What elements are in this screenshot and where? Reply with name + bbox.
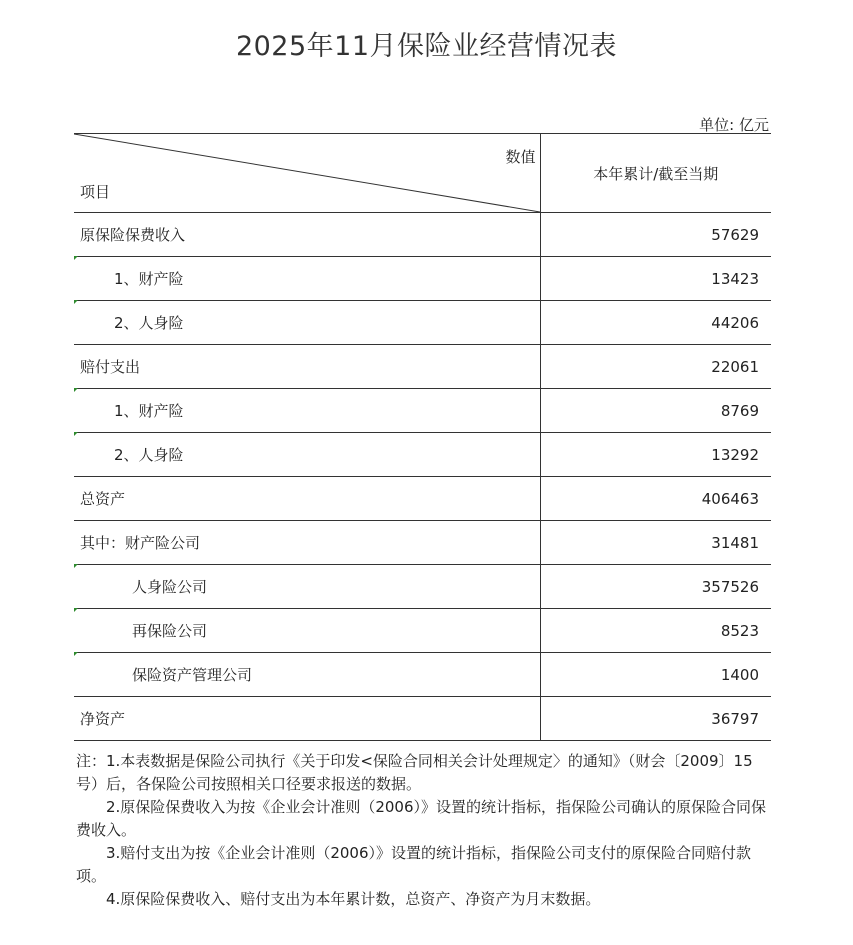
row-value: 31481: [540, 521, 771, 565]
row-label: 人身险公司: [132, 578, 208, 596]
row-value: 57629: [540, 213, 771, 257]
row-label: 2、人身险: [114, 446, 184, 464]
row-label-cell: [74, 653, 540, 697]
cell-marker: [74, 652, 78, 656]
page-title: 2025年11月保险业经营情况表: [235, 31, 618, 62]
row-value: 8523: [540, 609, 771, 653]
row-label: 再保险公司: [132, 622, 208, 640]
row-label: 其中：财产险公司: [74, 521, 540, 565]
table-row: [74, 213, 771, 257]
table-row: [74, 345, 771, 389]
note-4: 4.原保险保费收入、赔付支出为本年累计数，总资产、净资产为月末数据。: [106, 890, 601, 908]
row-label-cell: [74, 389, 540, 433]
row-label: 1、财产险: [114, 270, 184, 288]
row-label-cell: [74, 433, 540, 477]
row-value: 36797: [540, 697, 771, 741]
header-value-label: 数值: [505, 148, 536, 166]
header-item-label: 项目: [80, 183, 111, 201]
table-row: [74, 257, 771, 301]
row-label-cell: [74, 609, 540, 653]
row-label: 保险资产管理公司: [132, 666, 253, 684]
statistics-table: [74, 133, 771, 741]
cell-marker: [74, 256, 78, 260]
header-diagonal-line: [74, 134, 540, 212]
table-header-row: [74, 134, 771, 213]
table-row: [74, 609, 771, 653]
table-row: [74, 301, 771, 345]
header-item-cell: [74, 134, 540, 213]
note-3: 3.赔付支出为按《企业会计准则（2006）》设置的统计指标，指保险公司支付的原保险合同赔付款项。: [76, 844, 751, 885]
cell-marker: [74, 388, 78, 392]
row-value: 406463: [540, 477, 771, 521]
row-label-cell: [74, 257, 540, 301]
table-row: [74, 565, 771, 609]
row-value: 13292: [540, 433, 771, 477]
row-label-cell: [74, 565, 540, 609]
row-label: 1、财产险: [114, 402, 184, 420]
row-value: 44206: [540, 301, 771, 345]
row-value: 13423: [540, 257, 771, 301]
row-value: 1400: [540, 653, 771, 697]
table-row: [74, 653, 771, 697]
row-label-cell: [74, 301, 540, 345]
table-row: [74, 697, 771, 741]
table-row: [74, 433, 771, 477]
row-value: 8769: [540, 389, 771, 433]
row-label: 净资产: [74, 697, 540, 741]
note-2: 2.原保险保费收入为按《企业会计准则（2006）》设置的统计指标，指保险公司确认的原保险合同保费收入。: [76, 798, 766, 839]
table-row: [74, 389, 771, 433]
note-1: 注：1.本表数据是保险公司执行《关于印发<保险合同相关会计处理规定〉的通知》（财会〔2009〕15号）后，各保险公司按照相关口径要求报送的数据。: [76, 752, 753, 793]
row-label: 赔付支出: [74, 345, 540, 389]
table-row: [74, 477, 771, 521]
row-label: 原保险保费收入: [74, 213, 540, 257]
cell-marker: [74, 432, 78, 436]
row-label: 总资产: [74, 477, 540, 521]
table-notes: [76, 750, 774, 911]
table-row: [74, 521, 771, 565]
cell-marker: [74, 564, 78, 568]
header-column-label: 本年累计/截至当期: [540, 134, 771, 213]
cell-marker: [74, 300, 78, 304]
unit-label: 单位: 亿元: [699, 116, 769, 134]
cell-marker: [74, 608, 78, 612]
row-value: 357526: [540, 565, 771, 609]
row-value: 22061: [540, 345, 771, 389]
row-label: 2、人身险: [114, 314, 184, 332]
